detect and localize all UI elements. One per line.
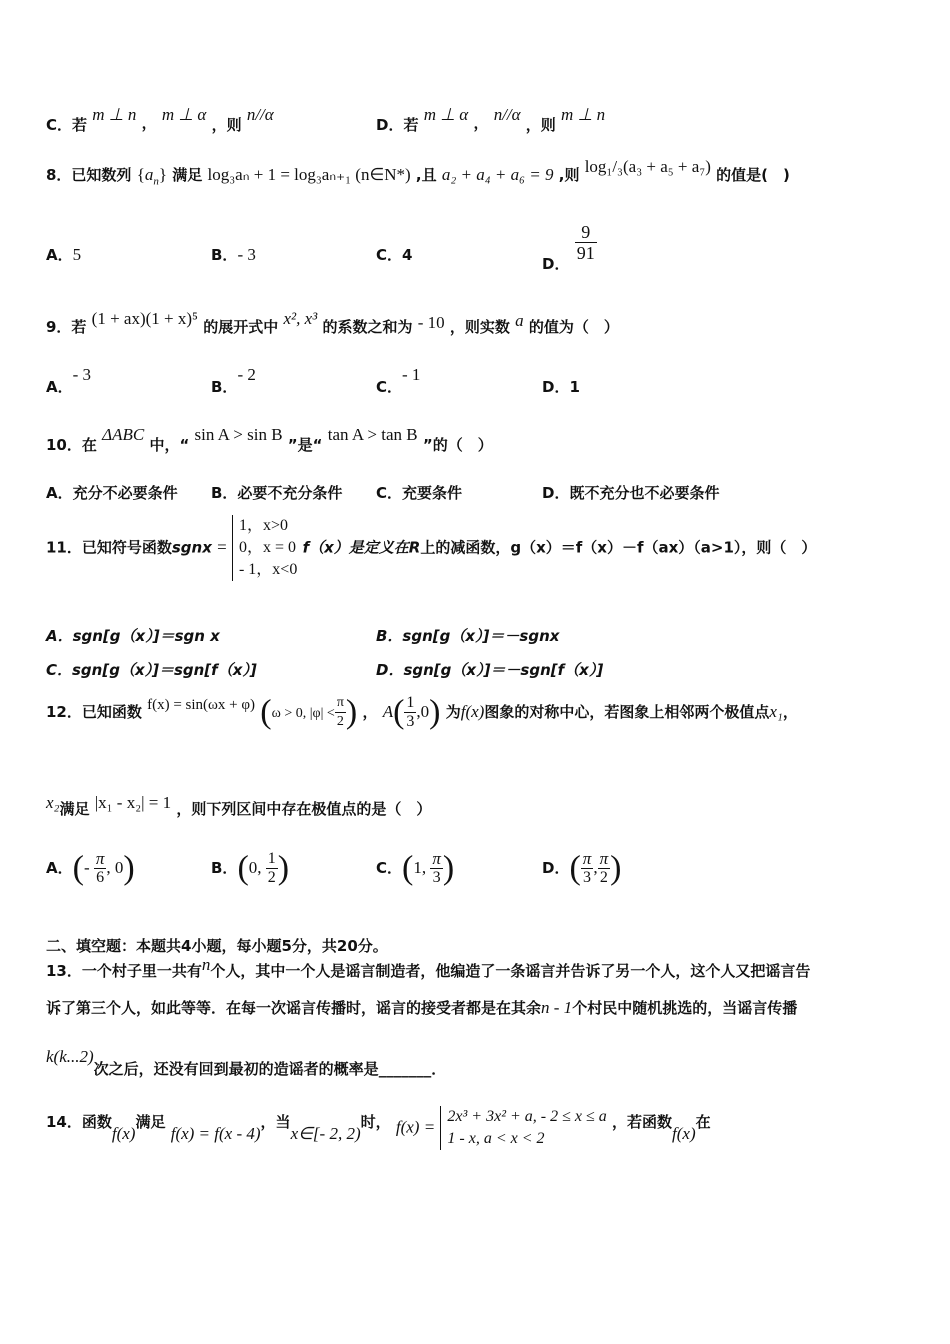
q12-one-third	[404, 694, 416, 731]
q9-terms: x², x³	[283, 309, 318, 328]
q12-zero: 0	[420, 702, 430, 721]
q12-a-den: 6	[96, 869, 105, 886]
q12-d-close-paren: )	[610, 849, 622, 887]
q10-text2: ”是“	[287, 436, 323, 454]
q12-point-a: A	[382, 702, 394, 721]
q9-option-c	[376, 365, 421, 397]
q12-d-open-paren: (	[569, 849, 581, 887]
q12-text3: ，	[782, 703, 798, 721]
q11-option-a: A．sgn[g（x）]＝sgn x	[46, 627, 220, 645]
q8-option-c	[376, 244, 412, 265]
q12-c-num: π	[432, 849, 441, 868]
q10-number: 10．在	[46, 436, 97, 454]
q7-d-math2: n//α	[493, 105, 521, 124]
q12-abs: |x₁ - x₂| = 1	[94, 793, 172, 812]
q12-a-comma: ,	[416, 702, 421, 721]
q11-case2: 0，x = 0	[238, 539, 296, 556]
q9-b-value: - 2	[237, 365, 256, 384]
q7-c-comma: ，	[141, 114, 157, 132]
q12-pi-half	[335, 694, 346, 731]
q9-c-label: C．	[376, 378, 403, 396]
q11-number: 11．已知符号函数	[46, 538, 172, 557]
q9-text2: 的系数之和为	[322, 318, 413, 336]
q12-b-label: B．	[211, 859, 238, 877]
q9-number: 9．若	[46, 318, 87, 336]
q13-text2a: 诉了第三个人，如此等等．在每一次谣言传播时，谣言的接受者都是在其余	[46, 999, 542, 1017]
q8-option-a	[46, 244, 81, 265]
q14-fx: f(x)	[111, 1123, 136, 1143]
q12-b-frac	[266, 850, 278, 887]
q12-d-frac1	[581, 850, 594, 887]
q12-b-left: 0,	[248, 858, 266, 877]
q8-d-den: 91	[576, 243, 595, 263]
q11-option-c: C．sgn[g（x）]＝sgn[f（x）]	[46, 661, 257, 679]
q13-line1	[46, 955, 811, 981]
q12-option-b	[211, 850, 289, 887]
q12-c-label: C．	[376, 859, 403, 877]
q7-c-math2: m ⊥ α	[161, 105, 207, 124]
q12-a-num: π	[95, 849, 105, 868]
q14-domain: x∈[- 2, 2)	[290, 1123, 361, 1143]
q13-end: ．	[431, 1060, 447, 1078]
q12-text4: 满足	[59, 800, 90, 818]
q12-pi: π	[335, 694, 346, 713]
q12-cond-open: (	[260, 693, 272, 731]
q13-text3: 次之后，还没有回到最初的造谣者的概率是	[93, 1060, 379, 1078]
q14-stem	[46, 1106, 711, 1150]
q9-a-label: A．	[46, 378, 73, 396]
q14-case2: 1 - x, a < x < 2	[447, 1130, 545, 1147]
q12-text2: 图象的对称中心，若图象上相邻两个极值点	[484, 703, 770, 721]
q12-x1: x₁	[769, 702, 783, 721]
q14-cases	[440, 1106, 606, 1150]
q13-n: n	[201, 955, 211, 974]
q7-d-then: ，则	[525, 116, 556, 134]
q7-c-label: C．若	[46, 116, 88, 134]
q8-stem	[46, 157, 790, 188]
q8-a-label: A．	[46, 246, 73, 264]
q9-variable: a	[515, 311, 524, 330]
q11-case3: - 1，x<0	[238, 561, 298, 578]
q12-text5: ，则下列区间中存在极值点的是（ ）	[176, 800, 432, 818]
q12-d-comma: ,	[593, 858, 598, 877]
q8-condition: a₂ + a₄ + a₆ = 9	[441, 165, 554, 184]
q13-n-minus-1: n - 1	[541, 998, 573, 1017]
q8-c-label: C．	[376, 246, 403, 264]
q9-option-d	[542, 376, 580, 397]
q8-b-value: - 3	[237, 245, 256, 264]
q9-b-label: B．	[211, 378, 238, 396]
q9-option-a	[46, 365, 92, 397]
q8-d-label: D．	[542, 255, 570, 273]
q8-a-value: 5	[72, 245, 82, 264]
q8-text3: ,则	[558, 166, 580, 184]
q9-sum: - 10	[417, 313, 445, 332]
q13-line3	[46, 1047, 447, 1079]
q12-b-den: 2	[267, 869, 276, 886]
q12-b-open-paren: (	[237, 849, 249, 887]
q9-a-value: - 3	[72, 365, 92, 384]
q9-expression: (1 + ax)(1 + x)⁵	[91, 309, 198, 328]
q14-text2: ，当	[260, 1112, 291, 1131]
q12-c-den: 3	[432, 869, 441, 886]
q12-d-label: D．	[542, 859, 570, 877]
q8-seq: $\{a_n\}$	[136, 165, 168, 188]
q10-option-c: C．充要条件	[376, 484, 463, 502]
q11-rest-r: R	[408, 538, 421, 557]
q12-a-close-paren: )	[123, 849, 135, 887]
q8-option-d	[542, 222, 597, 273]
q8-d-fraction	[575, 222, 597, 263]
q8-text4: 的值是( )	[716, 166, 790, 184]
q12-function: f(x) = sin(ωx + φ)	[147, 697, 256, 713]
q10-option-a: A．充分不必要条件	[46, 484, 178, 502]
q14-text1: 满足	[135, 1112, 166, 1131]
q13-blank[interactable]: _______	[378, 1060, 432, 1078]
q13-k: k(k...2)	[46, 1047, 94, 1066]
q11-cases	[232, 515, 297, 581]
q7-c-then: ，则	[211, 116, 242, 134]
q12-one: 1	[406, 694, 415, 711]
q8-d-num: 9	[575, 222, 597, 243]
q12-option-a	[46, 850, 135, 887]
q10-option-d: D．既不充分也不必要条件	[542, 484, 720, 502]
q14-number: 14．函数	[46, 1112, 112, 1131]
q13-line2	[46, 997, 797, 1018]
q12-a-left: -	[83, 858, 94, 877]
q12-fx: f(x)	[460, 702, 485, 721]
q12-c-left: 1,	[413, 858, 431, 877]
q8-seq-sub: n	[153, 175, 159, 188]
q10-condition2: tan A > tan B	[327, 425, 418, 444]
q7-c-math1: m ⊥ n	[92, 105, 137, 124]
q12-three: 3	[406, 713, 415, 730]
q7-d-math3: m ⊥ n	[561, 105, 606, 124]
q7-option-c	[46, 104, 274, 134]
q7-option-d	[376, 104, 606, 134]
q14-case1: 2x³ + 3x² + a, - 2 ≤ x ≤ a	[447, 1108, 607, 1125]
q9-option-b	[211, 365, 256, 397]
q12-a-frac	[94, 850, 107, 887]
q12-comma: ，	[362, 703, 378, 721]
q11-stem	[46, 515, 816, 581]
q7-d-label: D．若	[376, 116, 419, 134]
q12-stem-line2	[46, 793, 432, 819]
q12-two: 2	[336, 714, 344, 729]
q8-number: 8．已知数列	[46, 166, 132, 184]
q12-stem-line1	[46, 694, 798, 731]
q11-rest-b: 上的减函数，g（x）＝f（x）－f（ax）（a>1），则（ ）	[420, 538, 817, 557]
q12-option-c	[376, 850, 454, 887]
q14-text3: 时，	[360, 1112, 391, 1131]
q12-b-num: 1	[267, 850, 276, 867]
q12-a-right: , 0	[106, 858, 124, 877]
q8-equation: log₃aₙ + 1 = log₃aₙ₊₁ (n∈N*)	[207, 165, 411, 184]
q8-expression: log₁/₃(a₃ + a₅ + a₇)	[584, 157, 711, 176]
q8-option-b	[211, 244, 256, 265]
q12-option-d	[542, 850, 621, 887]
q12-cond-close: )	[345, 693, 358, 731]
q10-condition1: sin A > sin B	[194, 425, 283, 444]
q12-a-label: A．	[46, 859, 73, 877]
q8-seq-a: a	[144, 165, 154, 184]
q12-condition: ω > 0, |φ| <	[271, 706, 335, 721]
q9-text4: 的值为（ ）	[528, 318, 619, 336]
q8-text2: ,且	[415, 166, 437, 184]
q7-d-comma: ，	[473, 114, 489, 132]
q7-c-math3: n//α	[246, 105, 274, 124]
q11-case1: 1，x>0	[238, 517, 288, 534]
q12-c-close-paren: )	[442, 849, 455, 887]
q11-option-b: B．sgn[g（x）]＝－sgnx	[376, 627, 560, 645]
q12-x2: x₂	[46, 793, 60, 812]
q10-option-b: B．必要不充分条件	[211, 484, 343, 502]
q10-text3: ”的（ ）	[422, 436, 493, 454]
q14-fx2: f(x)	[672, 1123, 696, 1143]
q14-relation: f(x) = f(x - 4)	[170, 1123, 261, 1143]
q11-equals: =	[217, 537, 227, 557]
q11-rest-a: f（x）是定义在	[302, 538, 409, 557]
q7-d-math1: m ⊥ α	[423, 105, 469, 124]
q12-d-den1: 3	[583, 869, 592, 886]
q12-a-open: (	[393, 693, 405, 731]
q12-d-den2: 2	[599, 869, 608, 886]
q11-sgn: sgnx	[171, 538, 212, 557]
q12-b-close-paren: )	[277, 849, 290, 887]
q12-d-frac2	[598, 850, 611, 887]
q12-c-frac	[430, 850, 443, 887]
q10-text1: 中，“	[149, 436, 190, 454]
q9-d-label: D．	[542, 378, 570, 396]
q10-triangle: ΔABC	[102, 425, 145, 444]
q12-a-close: )	[429, 693, 441, 731]
q13-text2b: 个村民中随机挑选的，当谣言传播	[572, 999, 798, 1017]
q8-c-value: 4	[402, 246, 413, 264]
q9-text3: ，则实数	[449, 318, 510, 336]
q13-text1b: 个人，其中一个人是谣言制造者，他编造了一条谣言并告诉了另一个人，这个人又把谣言告	[210, 962, 811, 980]
section-2-title: 二、填空题：本题共4小题，每小题5分，共20分。	[46, 937, 388, 955]
q14-text4: ，若函数	[612, 1112, 673, 1131]
q10-stem	[46, 425, 493, 455]
q9-c-value: - 1	[402, 365, 421, 384]
q12-d-num1: π	[582, 849, 592, 868]
q12-c-open-paren: (	[402, 849, 414, 887]
q13-text1a: 13．一个村子里一共有	[46, 962, 202, 980]
q12-a-open-paren: (	[72, 849, 84, 887]
q12-d-num2: π	[599, 849, 609, 868]
q9-text1: 的展开式中	[203, 318, 279, 336]
q11-option-d: D．sgn[g（x）]＝－sgn[f（x）]	[376, 661, 604, 679]
q12-number: 12．已知函数	[46, 703, 142, 721]
q12-text1: 为	[445, 703, 461, 721]
q9-stem	[46, 309, 619, 337]
q8-text1: 满足	[172, 166, 203, 184]
q8-b-label: B．	[211, 246, 238, 264]
q9-d-value: 1	[569, 378, 580, 396]
q14-text5: 在	[695, 1112, 711, 1131]
q14-definition: f(x) =	[395, 1117, 436, 1137]
